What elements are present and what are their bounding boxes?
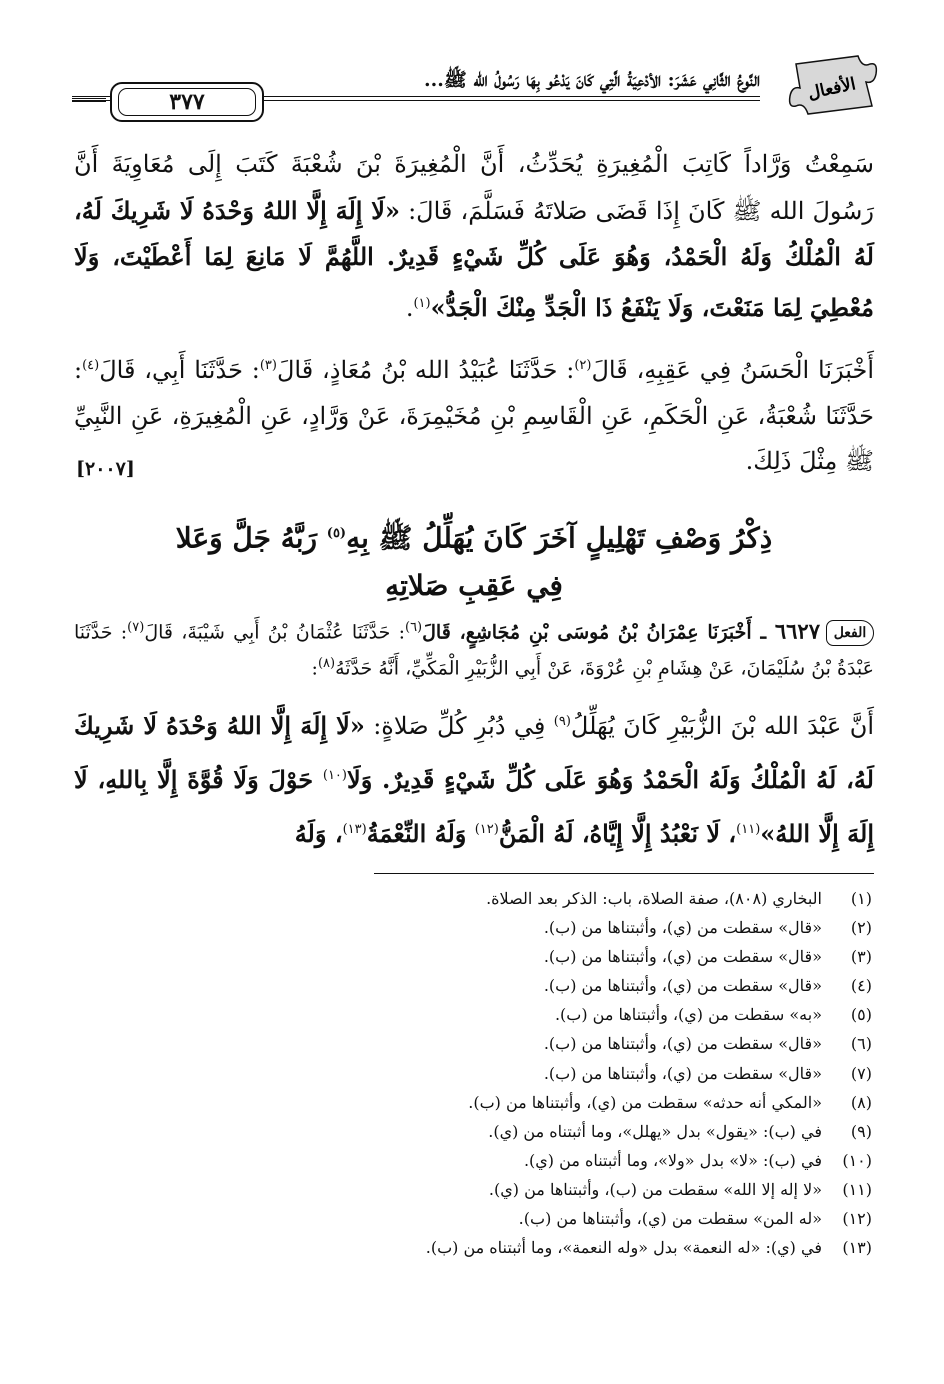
page-number: ٣٧٧ — [118, 88, 256, 116]
footnote-ref: (٨) — [317, 656, 336, 672]
page-header — [72, 48, 880, 118]
footnote-divider — [374, 873, 874, 874]
matn: أَنَّ عَبْدَ الله بْنَ الزُّبَيْرِ كَانَ يُهَلِّلُ$^{(٩)}$ فِي دُبُرِ كُلِّ صَلاةٍ: «لَا إِلَهَ إِلَّا اللهُ وَحْدَهُ لَا شَرِيكَ لَهُ، لَهُ الْمُلْكُ وَلَهُ الْحَمْدُ وَهُوَ عَلَى كُلِّ شَيْءٍ قَدِيرٌ. وَلَا$^{(١٠)}$ حَوْلَ وَلَا قُوَّةَ إِلَّا بِاللهِ، لَا إِلَهَ إِلَّا اللهُ»$^{(١١)}$، لَا نَعْبُدُ إِلَّا إِيَّاهُ، لَهُ الْمَنُّ$^{(١٢)}$ وَلَهُ النِّعْمَةُ$^{(١٣)}$، وَلَهُ — [74, 710, 874, 848]
tab-label: الأفعال — [806, 74, 858, 104]
footnotes — [72, 884, 872, 1262]
footnote: (٩)في (ب): «يقول» بدل «يهلل»، وما أثبتناه من (ي). — [488, 1121, 872, 1141]
hadith-reference: [٢٠٠٧] — [76, 458, 135, 480]
footnote-ref: (١٠) — [322, 767, 347, 783]
footnote: (٣)«قال» سقطت من (ي)، وأثبتناها من (ب). — [543, 947, 872, 967]
dhikr-quote: «لَا إِلَهَ إِلَّا اللهُ وَحْدَهُ لَا شَرِيكَ لَهُ، لَهُ الْمُلْكُ وَلَهُ الْحَمْدُ، وَهُوَ عَلَى كُلِّ شَيْءٍ قَدِيرٌ. اللَّهُمَّ لَا مَانِعَ لِمَا أَعْطَيْتَ، وَلَا مُعْطِيَ لِمَا مَنَعْتَ، وَلَا يَنْفَعُ ذَا الْجَدِّ مِنْكَ الْجَدُّ» — [74, 195, 874, 322]
footnote: (١٢)«له المن» سقطت من (ي)، وأثبتناها من (ب). — [518, 1209, 872, 1229]
isnad: الفعل٦٦٢٧ ـ أَخْبَرَنَا عِمْرَانُ بْنُ مُوسَى بْنِ مُجَاشِعٍ، قَالَ$^{(٦)}$: حَدَّثَنَا عُثْمَانُ بْنُ أَبِي شَيْبَةَ، قَالَ$^{(٧)}$: حَدَّثَنَا عَبْدَةُ بْنُ سُلَيْمَانَ، عَنْ هِشَامِ بْنِ عُرْوَةَ، عَنْ أَبِي الزُّبَيْرِ الْمَكِّيِّ، أَنَّهُ حَدَّثَهُ$^{(٨)}$: — [74, 618, 874, 680]
footnote: (١١)«لا إله إلا الله» سقطت من (ب)، وأثبتناها من (ي). — [488, 1179, 872, 1199]
footnote-ref: (٥) — [326, 526, 347, 541]
puzzle-piece-icon — [788, 54, 880, 116]
footnote: (٧)«قال» سقطت من (ي)، وأثبتناها من (ب). — [543, 1063, 872, 1083]
footnote-ref: (١١) — [736, 821, 761, 837]
section-title-line: فِي عَقِبِ صَلاتِهِ — [385, 569, 563, 603]
footnote-ref: (١٢) — [474, 821, 499, 837]
footnote-ref: (١) — [413, 295, 431, 311]
footnote-ref: (٧) — [127, 620, 145, 635]
running-title: النَّوعُ الثَّانِي عَشَرَ: الأدْعِيَةُ الَّتِي كَانَ يَدْعُو بِهَا رَسُولُ الله ﷺ... — [424, 69, 760, 91]
footnote-ref: (٣) — [259, 358, 277, 373]
paragraph: سَمِعْتُ وَرَّاداً كَاتِبَ الْمُغِيرَةِ يُحَدِّثُ، أَنَّ الْمُغِيرَةَ بْنَ شُعْبَةَ كَتَبَ إِلَى مُعَاوِيَةَ أَنَّ رَسُولَ الله ﷺ كَانَ إِذَا قَضَى صَلاتَهُ فَسَلَّمَ، قَالَ: «لَا إِلَهَ إِلَّا اللهُ وَحْدَهُ لَا شَرِيكَ لَهُ، لَهُ الْمُلْكُ وَلَهُ الْحَمْدُ، وَهُوَ عَلَى كُلِّ شَيْءٍ قَدِيرٌ. اللَّهُمَّ لَا مَانِعَ لِمَا أَعْطَيْتَ، وَلَا مُعْطِيَ لِمَا مَنَعْتَ، وَلَا يَنْفَعُ ذَا الْجَدِّ مِنْكَ الْجَدُّ»$^{(١)}$. — [74, 150, 874, 322]
page-number-frame — [110, 82, 264, 122]
footnote: (١٠)في (ب): «لا» بدل «ولا»، وما أثبتناه من (ي). — [523, 1150, 872, 1170]
section-title-line: ذِكْرُ وَصْفِ تَهْلِيلٍ آخَرَ كَانَ يُهَلِّلُ ﷺ بِهِ$^{(٥)}$ رَبَّهُ جَلَّ وَعَلا — [175, 521, 773, 555]
body-text — [74, 142, 874, 485]
footnote-ref: (٦) — [404, 620, 423, 635]
hadith-badge: الفعل — [826, 620, 874, 646]
footnote: (٥)«به» سقطت من (ي)، وأثبتناها من (ب). — [554, 1005, 872, 1025]
footnote: (١)البخاري (٨٠٨)، صفة الصلاة، باب: الذكر بعد الصلاة. — [486, 889, 872, 908]
footnote-ref: (٩) — [553, 713, 571, 729]
footnote-ref: (٤) — [82, 358, 100, 373]
footnote: (١٣)في (ي): «له النعمة» بدل «وله النعمة»، وما أثبتناه من (ب). — [425, 1238, 872, 1258]
paragraph: أَخْبَرَنَا الْحَسَنُ فِي عَقِبِهِ، قَالَ$^{(٢)}$: حَدَّثَنَا عُبَيْدُ الله بْنُ مُعَاذٍ، قَالَ$^{(٣)}$: حَدَّثَنَا أَبِي، قَالَ$^{(٤)}$: حَدَّثَنَا شُعْبَةُ، عَنِ الْحَكَمِ، عَنِ الْقَاسِمِ بْنِ مُخَيْمِرَةَ، عَنْ وَرَّادٍ، عَنِ الْمُغِيرَةِ، عَنِ النَّبِيِّ ﷺ مِثْلَ ذَلِكَ. — [74, 356, 874, 475]
hadith-number: ٦٦٢٧ — [774, 618, 820, 644]
hadith-block — [74, 612, 874, 859]
footnote: (٤)«قال» سقطت من (ي)، وأثبتناها من (ب). — [543, 976, 872, 996]
section-title — [74, 510, 874, 610]
footnote-ref: (٢) — [574, 358, 592, 373]
footnote: (٨)«المكي أنه حدثه» سقطت من (ي)، وأثبتناها من (ب). — [468, 1092, 872, 1112]
footnote: (٦)«قال» سقطت من (ي)، وأثبتناها من (ب). — [543, 1034, 872, 1054]
footnote: (٢)«قال» سقطت من (ي)، وأثبتناها من (ب). — [543, 918, 872, 938]
footnote-ref: (١٣) — [342, 821, 367, 837]
